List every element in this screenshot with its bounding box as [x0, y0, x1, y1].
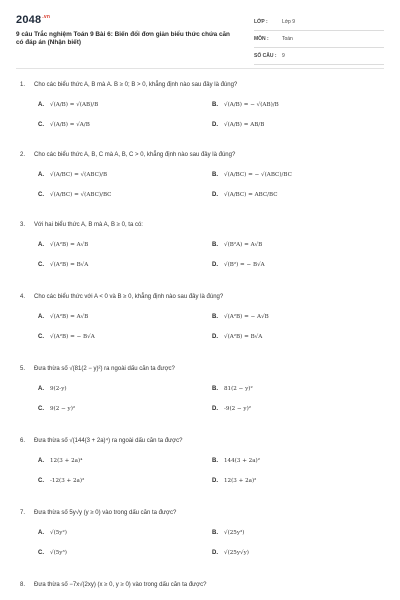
option-a[interactable]: [38, 314, 88, 320]
option-a[interactable]: [38, 386, 67, 392]
meta-label: MÔN :: [254, 36, 269, 42]
option-value: √(B²A) = A√B: [224, 242, 263, 248]
question-number: 4.: [20, 294, 26, 300]
option-value: √(A²B) = B√A: [50, 262, 89, 268]
option-c[interactable]: [38, 478, 84, 484]
option-value: √(A/BC) = √(ABC)/BC: [50, 192, 112, 198]
option-value: 81(2 − y)²: [224, 386, 253, 392]
question-stem: [20, 582, 385, 596]
option-value: √(A/B) = √A/B: [50, 122, 90, 128]
option-label: B.: [212, 242, 218, 248]
question-text: Với hai biểu thức A, B mà A, B ≥ 0, ta có:: [34, 222, 143, 228]
option-label: B.: [212, 530, 218, 536]
question-text: Đưa thừa số −7x√(2xy) (x ≥ 0, y ≥ 0) vào trong dấu căn ta được?: [34, 582, 207, 588]
option-c[interactable]: [38, 192, 111, 198]
option-c[interactable]: [38, 334, 95, 340]
option-value: 144(3 + 2a)²: [224, 458, 260, 464]
option-b[interactable]: [212, 102, 279, 108]
option-d[interactable]: [212, 262, 265, 268]
option-label: A.: [38, 242, 44, 248]
option-value: 12(3 + 2a)²: [224, 478, 257, 484]
question-number: 3.: [20, 222, 26, 228]
question-1: [20, 82, 385, 128]
option-value: √(A/BC) = − √(ABC)/BC: [224, 172, 292, 178]
option-value: √(A/B) = √(AB)/B: [50, 102, 99, 108]
option-c[interactable]: [38, 262, 88, 268]
option-d[interactable]: [212, 550, 249, 556]
option-label: A.: [38, 102, 44, 108]
question-stem: [20, 438, 385, 452]
option-label: B.: [212, 458, 218, 464]
option-label: D.: [212, 192, 218, 198]
option-b[interactable]: [212, 458, 260, 464]
question-stem: [20, 366, 385, 380]
option-label: B.: [212, 386, 218, 392]
question-number: 1.: [20, 82, 26, 88]
option-d[interactable]: [212, 406, 251, 412]
option-a[interactable]: [38, 242, 88, 248]
option-d[interactable]: [212, 334, 262, 340]
option-label: A.: [38, 314, 44, 320]
option-label: B.: [212, 172, 218, 178]
option-value: 9(2 − y)²: [50, 406, 76, 412]
option-label: A.: [38, 172, 44, 178]
option-value: √(A²B) = B√A: [224, 334, 263, 340]
option-value: 12(3 + 2a)⁴: [50, 458, 83, 464]
question-8: [20, 582, 385, 596]
option-label: C.: [38, 334, 44, 340]
option-value: √(A/B) = − √(AB)/B: [224, 102, 279, 108]
option-label: C.: [38, 122, 44, 128]
question-text: Đưa thừa số 5y√y (y ≥ 0) vào trong dấu căn ta được?: [34, 510, 177, 516]
option-label: D.: [212, 550, 218, 556]
option-d[interactable]: [212, 192, 278, 198]
option-label: C.: [38, 262, 44, 268]
option-value: √(5y³): [50, 550, 67, 556]
option-a[interactable]: [38, 530, 67, 536]
option-value: √(25y³): [224, 530, 245, 536]
question-2: [20, 152, 385, 198]
question-number: 6.: [20, 438, 26, 444]
question-stem: [20, 152, 385, 166]
option-value: √(A/B) = AB/B: [224, 122, 265, 128]
option-label: B.: [212, 102, 218, 108]
option-b[interactable]: [212, 386, 253, 392]
option-label: D.: [212, 334, 218, 340]
question-stem: [20, 82, 385, 96]
option-b[interactable]: [212, 314, 269, 320]
question-text: Cho các biểu thức với A < 0 và B ≥ 0, khẳng định nào sau đây là đúng?: [34, 294, 224, 300]
option-value: 9(2-y): [50, 386, 67, 392]
option-label: D.: [212, 262, 218, 268]
option-label: C.: [38, 406, 44, 412]
option-d[interactable]: [212, 478, 256, 484]
option-label: A.: [38, 458, 44, 464]
option-b[interactable]: [212, 172, 292, 178]
option-label: C.: [38, 550, 44, 556]
question-text: Cho các biểu thức A, B, C mà A, B, C > 0, khẳng định nào sau đây là đúng?: [34, 152, 236, 158]
question-stem: [20, 510, 385, 524]
question-4: [20, 294, 385, 340]
option-value: -12(3 + 2a)²: [50, 478, 85, 484]
meta-label: LỚP :: [254, 19, 268, 25]
option-value: √(A²B) = A√B: [50, 242, 89, 248]
question-text: Đưa thừa số √(81(2 − y)²) ra ngoài dấu căn ta được?: [34, 366, 175, 372]
option-b[interactable]: [212, 242, 262, 248]
option-value: -9(2 − y)²: [224, 406, 252, 412]
question-text: Cho các biểu thức A, B mà A. B ≥ 0; B > 0, khẳng định nào sau đây là đúng?: [34, 82, 238, 88]
question-3: [20, 222, 385, 268]
question-number: 5.: [20, 366, 26, 372]
option-d[interactable]: [212, 122, 264, 128]
option-label: D.: [212, 478, 218, 484]
meta-value: Toán: [282, 36, 293, 42]
option-value: √(A/BC) = √(ABC)/B: [50, 172, 108, 178]
option-value: √(B²) = − B√A: [224, 262, 265, 268]
option-a[interactable]: [38, 458, 82, 464]
option-a[interactable]: [38, 172, 107, 178]
option-c[interactable]: [38, 550, 67, 556]
question-text: Đưa thừa số √(144(3 + 2a)⁴) ra ngoài dấu căn ta được?: [34, 438, 183, 444]
question-number: 7.: [20, 510, 26, 516]
option-value: √(A²B) = A√B: [50, 314, 89, 320]
question-stem: [20, 222, 385, 236]
option-b[interactable]: [212, 530, 244, 536]
option-c[interactable]: [38, 122, 90, 128]
option-label: A.: [38, 386, 44, 392]
option-value: √(5y²): [50, 530, 67, 536]
option-value: √(A²B) = − B√A: [50, 334, 95, 340]
question-5: [20, 366, 385, 412]
question-7: [20, 510, 385, 556]
option-a[interactable]: [38, 102, 98, 108]
meta-label: SỐ CÂU :: [254, 53, 277, 59]
option-label: A.: [38, 530, 44, 536]
meta-value: Lớp 9: [282, 19, 296, 25]
meta-value: 9: [282, 53, 285, 59]
option-value: √(25y√y): [224, 550, 249, 556]
logo-suffix: .vn: [42, 14, 51, 21]
option-label: D.: [212, 406, 218, 412]
option-label: D.: [212, 122, 218, 128]
logo-text: 2048: [16, 14, 42, 26]
option-label: C.: [38, 478, 44, 484]
question-number: 8.: [20, 582, 26, 588]
option-c[interactable]: [38, 406, 75, 412]
worksheet-title: 9 câu Trắc nghiệm Toán 9 Bài 6: Biến đổi đơn giản biểu thức chứa căn có đáp án (Nhận biết): [16, 31, 230, 47]
option-value: √(A/BC) = ABC/BC: [224, 192, 278, 198]
question-6: [20, 438, 385, 484]
option-label: B.: [212, 314, 218, 320]
option-value: √(A²B) = − A√B: [224, 314, 269, 320]
option-label: C.: [38, 192, 44, 198]
question-number: 2.: [20, 152, 26, 158]
question-stem: [20, 294, 385, 308]
